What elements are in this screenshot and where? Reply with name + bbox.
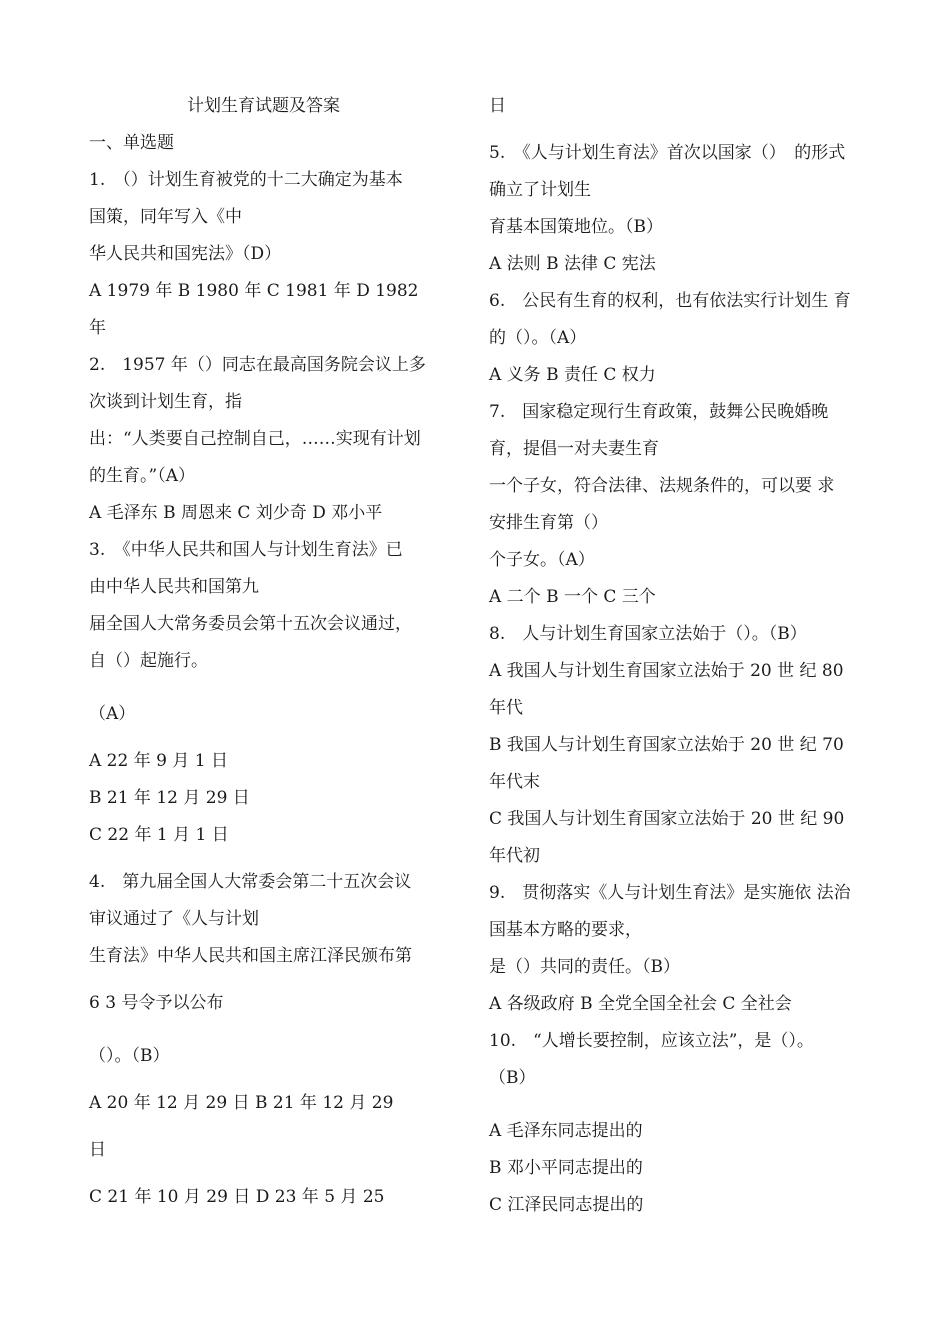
question-2-line: 的生育。”（A） [89,466,195,486]
question-1-options: 年 [89,318,106,338]
question-4-line: 4. 第九届全国人大常委会第二十五次会议 [89,872,412,892]
question-8-option-a: 年代 [489,698,523,718]
section-heading: 一、单选题 [89,133,174,153]
question-4-options: 日 [89,1140,106,1160]
question-3-line: 3. 《中华人民共和国人与计划生育法》已 [89,540,403,560]
question-7-line: 7. 国家稳定现行生育政策，鼓舞公民晚婚晚 [489,402,829,422]
question-4-options-cont: 日 [489,96,506,116]
question-9-line: 国基本方略的要求， [489,920,642,940]
question-10-answer: （B） [489,1068,536,1088]
left-column [89,88,479,1216]
question-10-line: 10. “人增长要控制，应该立法”，是（）。 [489,1031,814,1051]
question-7-options: A 二个 B 一个 C 三个 [489,587,656,607]
question-6-line: 6. 公民有生育的权利，也有依法实行计划生 育 [489,291,851,311]
question-5-line: 5. 《人与计划生育法》首次以国家（） 的形式 [489,143,846,163]
question-7-line: 一个子女，符合法律、法规条件的，可以要 求 [489,476,835,496]
question-10-option-c: C 江泽民同志提出的 [489,1195,644,1215]
question-4-options: C 21 年 10 月 29 日 D 23 年 5 月 25 [89,1187,385,1207]
question-7-line: 安排生育第（） [489,513,608,533]
question-2-line: 出：“人类要自己控制自己，……实现有计划 [89,429,421,449]
question-3-option-b: B 21 年 12 月 29 日 [89,788,250,808]
question-2-line: 2. 1957 年（）同志在最高国务院会议上多 [89,355,426,375]
question-10-option-a: A 毛泽东同志提出的 [489,1121,643,1141]
question-7-line: 个子女。（A） [489,550,595,570]
question-3-line: 自（）起施行。 [89,651,208,671]
question-8-line: 8. 人与计划生育国家立法始于（）。（B） [489,624,807,644]
question-4-answer: （）。（B） [89,1046,170,1066]
question-4-line: 6 3 号令予以公布 [89,993,224,1013]
question-1-line: 1. （）计划生育被党的十二大确定为基本 [89,170,403,190]
question-9-line: 9. 贯彻落实《人与计划生育法》是实施依 法治 [489,883,851,903]
question-9-options: A 各级政府 B 全党全国全社会 C 全社会 [489,994,792,1014]
question-3-option-a: A 22 年 9 月 1 日 [89,751,228,771]
question-8-option-c: 年代初 [489,846,540,866]
question-9-line: 是（）共同的责任。（B） [489,957,680,977]
question-2-line: 次谈到计划生育，指 [89,392,242,412]
question-4-line: 审议通过了《人与计划 [89,909,259,929]
question-3-answer: （A） [89,704,136,724]
question-5-line: 确立了计划生 [489,180,591,200]
question-4-line: 生育法》中华人民共和国主席江泽民颁布第 [89,946,412,966]
question-10-option-b: B 邓小平同志提出的 [489,1158,643,1178]
question-8-option-c: C 我国人与计划生育国家立法始于 20 世 纪 90 [489,809,845,829]
question-8-option-b: B 我国人与计划生育国家立法始于 20 世 纪 70 [489,735,844,755]
question-1-line: 国策，同年写入《中 [89,207,242,227]
question-3-line: 由中华人民共和国第九 [89,577,259,597]
question-5-line: 育基本国策地位。（B） [489,217,663,237]
question-7-line: 育，提倡一对夫妻生育 [489,439,659,459]
question-8-option-b: 年代末 [489,772,540,792]
question-8-option-a: A 我国人与计划生育国家立法始于 20 世 纪 80 [489,661,844,681]
question-1-line: 华人民共和国宪法》（D） [89,244,282,264]
question-6-line: 的（）。（A） [489,328,587,348]
question-3-option-c: C 22 年 1 月 1 日 [89,825,229,845]
question-3-line: 届全国人大常务委员会第十五次会议通过， [89,614,412,634]
right-column [489,88,881,1224]
question-2-options: A 毛泽东 B 周恩来 C 刘少奇 D 邓小平 [89,503,383,523]
question-1-options: A 1979 年 B 1980 年 C 1981 年 D 1982 [89,281,419,301]
question-5-options: A 法则 B 法律 C 宪法 [489,254,656,274]
page-title: 计划生育试题及答案 [187,96,340,116]
question-4-options: A 20 年 12 月 29 日 B 21 年 12 月 29 [89,1093,394,1113]
question-6-options: A 义务 B 责任 C 权力 [489,365,656,385]
